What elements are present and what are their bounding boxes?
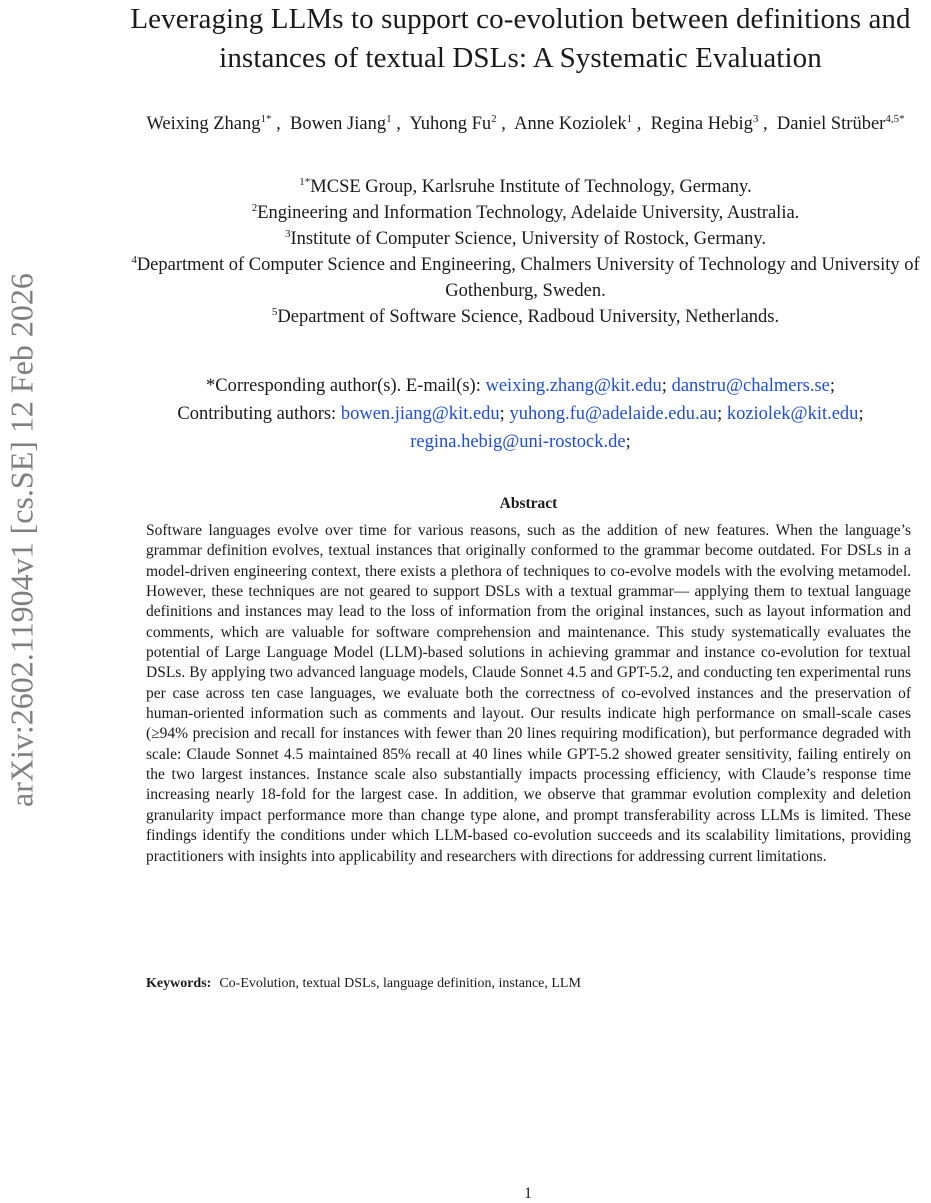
abstract-text: Software languages evolve over time for various reasons, such as the addition of new features. When the language’s grammar definition evolves, textual instances that originally conformed to the grammar become outdated. For DSLs in a model-driven engineering context, there exists a plethora of techniques to co-evolve models with the evolving metamodel. However, these techniques are not geared to support DSLs with a textual grammar— applying them to textual language definitions and instances may lead to the loss of information from the original instances, such as layout information and comments, which are valuable for software comprehension and maintenance. This study systematically evaluates the potential of Large Language Model (LLM)-based solutions in achieving grammar and instance co-evolution for textual DSLs. By applying two advanced language models, Claude Sonnet 4.5 and GPT-5.2, and conducting ten experimental runs per case across ten case languages, we evaluate both the correctness of co-evolved instances and the preservation of human-oriented information such as comments and layout. Our results indicate high performance on small-scale cases (≥94% precision and recall for instances with fewer than 20 lines requiring modification), but performance degraded with scale: Claude Sonnet 4.5 maintained 85% recall at 40 lines while GPT-5.2 showed greater sensitivity, failing entirely on the two largest instances. Instance scale also substantially impacts processing efficiency, with Claude’s response time increasing nearly 18-fold for the largest case. In addition, we observe that grammar evolution complexity and deletion granularity impact performance more than change type alone, and prompt transferability across LLMs is limited. These findings identify the conditions under which LLM-based co-evolution succeeds and its scalability limitations, providing practitioners with insights into applicability and researchers with directions for addressing current limitations.: [146, 522, 911, 865]
keywords-label: Keywords:: [146, 976, 212, 991]
affiliation: [120, 226, 931, 252]
affiliation-sup: 4: [131, 254, 137, 266]
arxiv-sidebar: [2, 200, 42, 880]
author-sup: 1: [386, 113, 392, 125]
author: [763, 114, 905, 134]
author-name: Yuhong Fu: [409, 114, 492, 134]
email-link[interactable]: regina.hebig@uni-rostock.de: [410, 432, 626, 452]
affiliation: [120, 174, 931, 200]
author-name: Regina Hebig: [650, 114, 753, 134]
affiliation-sup: 5: [271, 306, 278, 318]
affiliation-text: Department of Computer Science and Engineering, Chalmers University of Technology and University of Gothenburg, Sweden.: [136, 255, 920, 301]
email-link[interactable]: koziolek@kit.edu: [726, 404, 859, 424]
email-link[interactable]: weixing.zhang@kit.edu: [485, 376, 662, 396]
author-sup: 2: [491, 113, 497, 125]
email-link[interactable]: bowen.jiang@kit.edu: [340, 404, 500, 424]
author-sup: 3: [752, 113, 759, 125]
affiliation-text: Engineering and Information Technology, Adelaide University, Australia.: [257, 203, 800, 223]
author-sup: 1*: [260, 113, 272, 125]
author-sup: 4,5*: [885, 113, 905, 125]
affiliation-text: MCSE Group, Karlsruhe Institute of Technology, Germany.: [310, 177, 752, 197]
paper-title: Leveraging LLMs to support co-evolution between definitions and instances of textual DSLs: A Systematic Evaluation: [130, 3, 911, 74]
email-link[interactable]: yuhong.fu@adelaide.edu.au: [509, 404, 718, 424]
corresponding-label: *Corresponding author(s). E-mail(s):: [205, 376, 481, 396]
keywords: [146, 976, 911, 992]
author: [276, 114, 391, 134]
author: [501, 114, 632, 134]
affiliation-sup: 2: [251, 202, 258, 214]
page-number: 1: [524, 1185, 532, 1202]
correspondence-block: *Corresponding author(s). E-mail(s): weixing.zhang@kit.edu; danstru@chalmers.se; Contributing authors: bowen.jiang@kit.edu; yuhong.fu@adelaide.edu.au; koziolek@kit.edu; regina.hebig@uni-rostock.de;: [177, 376, 864, 452]
author-sup: 1: [626, 113, 633, 125]
author: [637, 114, 759, 134]
affiliation: [120, 304, 931, 330]
affiliation-sup: 1*: [299, 176, 311, 188]
email-link[interactable]: danstru@chalmers.se: [671, 376, 830, 396]
author-name: Bowen Jiang: [290, 114, 387, 134]
abstract-heading: Abstract: [499, 495, 558, 512]
affiliation-text: Department of Software Science, Radboud University, Netherlands.: [277, 307, 780, 327]
author-name: Weixing Zhang: [146, 114, 261, 134]
author-list: [120, 110, 931, 138]
affiliation-list: [120, 174, 931, 330]
arxiv-identifier: arXiv:2602.11904v1 [cs.SE] 12 Feb 2026: [3, 273, 40, 807]
author-name: Daniel Strüber: [776, 114, 886, 134]
affiliation-sup: 3: [284, 228, 291, 240]
affiliation: [120, 200, 931, 226]
affiliation: [120, 252, 931, 304]
author: [396, 114, 496, 134]
keywords-text: Co-Evolution, textual DSLs, language definition, instance, LLM: [219, 976, 581, 991]
contributing-label: Contributing authors:: [177, 404, 337, 424]
affiliation-text: Institute of Computer Science, University of Rostock, Germany.: [290, 229, 767, 249]
author-name: Anne Koziolek: [514, 114, 627, 134]
author: [146, 114, 271, 134]
